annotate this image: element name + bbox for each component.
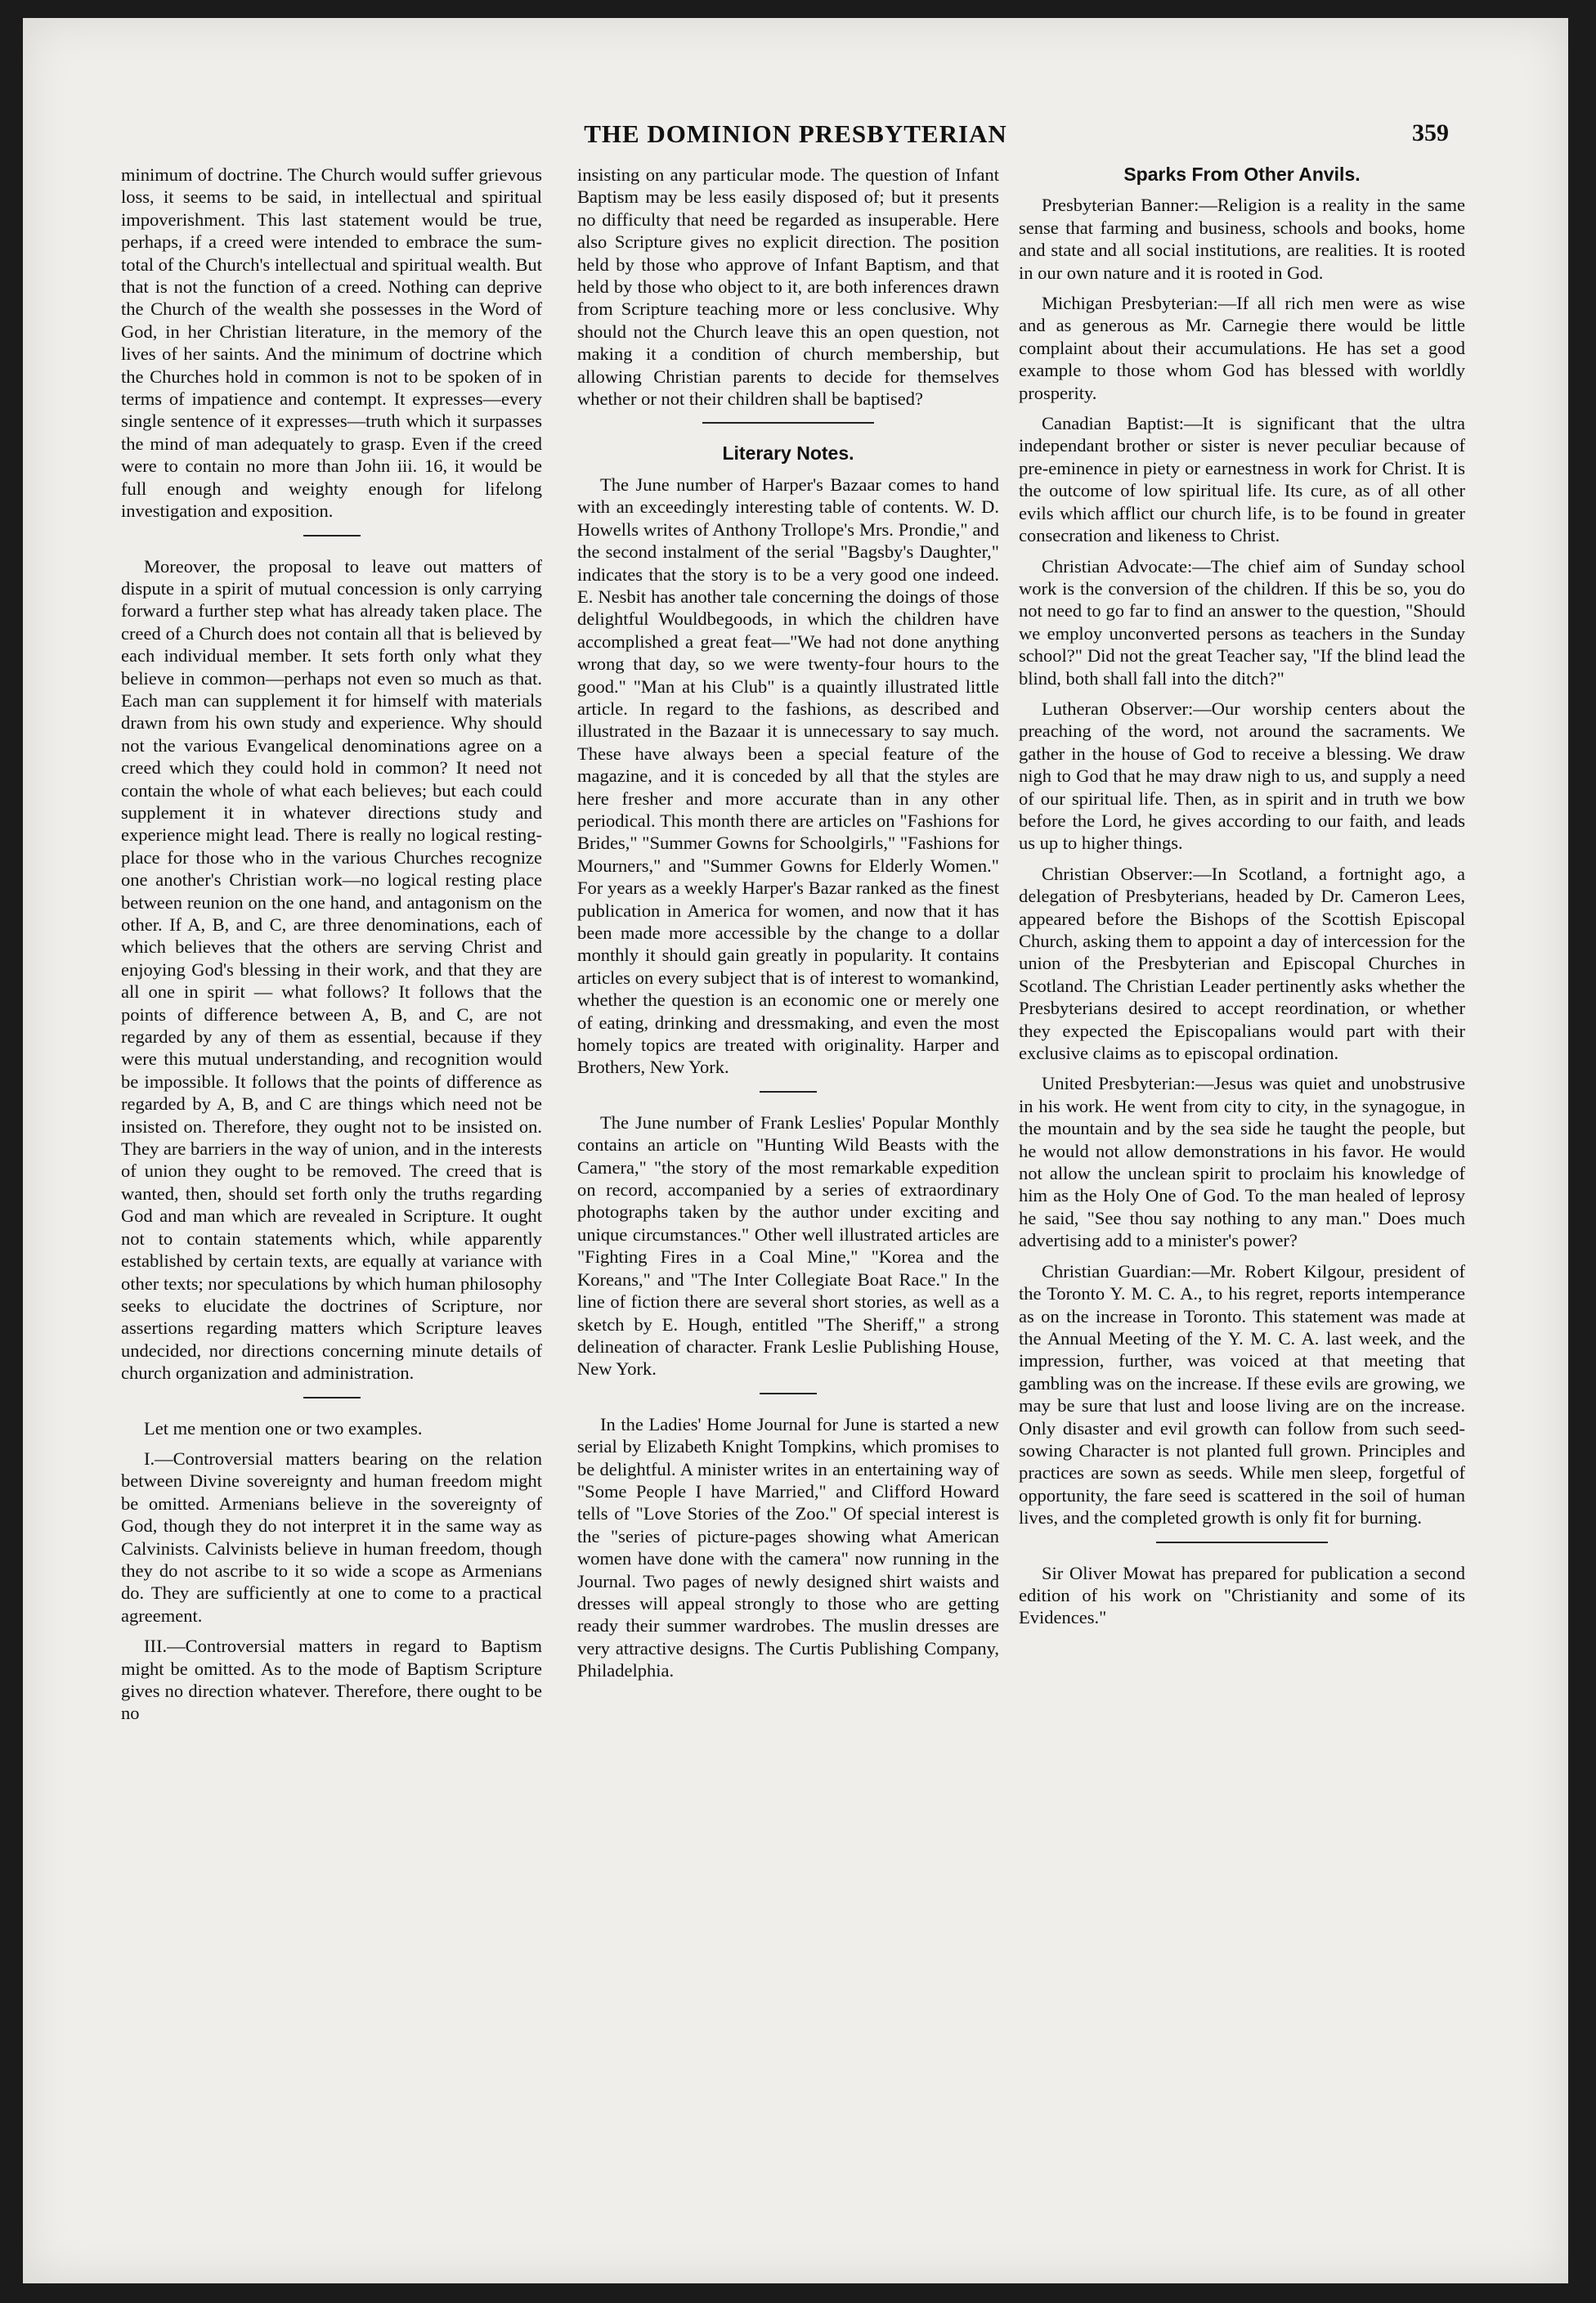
column-3: [1019, 164, 1465, 1629]
article-paragraph: Moreover, the proposal to leave out matters of dispute in a spirit of mutual concession is only carrying forward a further step what has already taken place. The creed of a Church does not contain all that is believed by each individual member. It sets forth only what they believe in common—perhaps not even so much as that. Each man can supplement it for himself with materials drawn from his own study and experience. Why should not the various Evangelical denominations agree on a creed which they could hold in common? It need not contain the whole of what each believes; but each could supplement it in whatever directions study and experience might lead. There is really no logical resting-place for those who in the various Churches recognize one another's Christian work—no logical resting place between reunion on the one hand, and antagonism on the other. If A, B, and C, are three denominations, each of which believes that the others are serving Christ and enjoying God's blessing in their work, and that they are all one in spirit — what follows? It follows that the points of difference between A, B, and C, are not regarded by any of them as essential, because if they were this mutual understanding, and recognition would be impossible. It follows that the points of difference as regarded by A, B, and C are things which need not be insisted on. Therefore, they ought not to be insisted on. They are barriers in the way of union, and in the interests of union they ought to be removed. The creed that is wanted, then, should set forth only the truths regarding God and man which are revealed in Scripture. It ought not to contain statements which, while apparently established by certain texts, are equally at variance with other texts; nor speculations by which human philosophy seeks to elucidate the doctrines of Scripture, nor assertions regarding matters which Scripture leaves undecided, nor directions concerning minute details of church organization and administration.: [121, 555, 542, 1384]
quote-paragraph: Canadian Baptist:—It is significant that the ultra independant brother or sister is never peculiar because of pre-eminence in piety or earnestness in work for Christ. It is the outcome of low spiritual life. Its cure, as of all other evils which afflict our church life, is to be found in greater consecration and likeness to Christ.: [1019, 413, 1465, 546]
article-paragraph: Let me mention one or two examples.: [144, 1417, 423, 1439]
section-divider: [1019, 1536, 1465, 1547]
quote-paragraph: Christian Advocate:—The chief aim of Sunday school work is the conversion of the children. If this be so, you do not need to go far to find an answer to the question, "Should we employ unconverted persons as teachers in the Sunday school?" Did not the great Teacher say, "If the blind lead the blind, both shall fall into the ditch?": [1019, 555, 1465, 689]
literary-notes-heading: Literary Notes.: [722, 442, 854, 465]
column-1: [121, 164, 542, 1725]
quote-paragraph: United Presbyterian:—Jesus was quiet and unobstrusive in his work. He went from city to city, in the synagogue, in the mountain and by the sea side he taught the people, but he would not allow demonstrations in his favor. He would not allow the unclean spirit to proclaim his knowledge of him as the Holy One of God. To the man healed of leprosy he said, "See thou say nothing to any man." Does much advertising add to a minister's power?: [1019, 1073, 1465, 1251]
article-paragraph: The June number of Frank Leslies' Popular Monthly contains an article on "Hunting Wild Beasts with the Camera," "the story of the most remarkable expedition on record, accompanied by a series of extraordinary photographs taken by the author under exciting and unique circumstances." Other well illustrated articles are "Fighting Fires in a Coal Mine," "Korea and the Koreans," and "The Inter Collegiate Boat Race." In the line of fiction there are several short stories, as well as a sketch by E. Hough, entitled "The Sheriff," a strong delineation of character. Frank Leslie Publishing House, New York.: [577, 1111, 999, 1380]
quote-paragraph: Christian Guardian:—Mr. Robert Kilgour, president of the Toronto Y. M. C. A., to his regret, reports intemperance as on the increase in Toronto. This statement was made at the Annual Meeting of the Y. M. C. A. last week, and the impression, further, was voiced at that meeting that gambling was on the increase. If these evils are growing, we may be sure that lust and loose living are on the increase. Only disaster and evil growth can follow from such seed-sowing Character is not planted full grown. Principles and practices are sown as seeds. While men sleep, forgetful of opportunity, the fare seed is scattered in the soil of human lives, and the completed growth is only fit for burning.: [1019, 1260, 1465, 1529]
section-divider: [577, 1085, 999, 1097]
quote-paragraph: Lutheran Observer:—Our worship centers about the preaching of the word, not around the sacraments. We gather in the house of God to receive a blessing. We draw nigh to God that he may draw nigh to us, and supply a need of our spiritual life. Then, as in spirit and in truth we bow before the Lord, he gives according to our faith, and leads us up to higher things.: [1019, 698, 1465, 854]
sparks-heading: Sparks From Other Anvils.: [1123, 164, 1361, 185]
article-paragraph: The June number of Harper's Bazaar comes to hand with an exceedingly interesting table of contents. W. D. Howells writes of Anthony Trollope's Mrs. Prondie," and the second instalment of the serial "Bagsby's Daughter," indicates that the story is to be a very good one indeed. E. Nesbit has another tale concerning the doings of those delightful Wouldbegoods, in which the children have accomplished a great feat—"We had not done anything wrong that day, so we were twenty-four hours to the good." "Man at his Club" is a quaintly illustrated little article. In regard to the fashions, as described and illustrated in the Bazaar it is unnecessary to say much. These have always been a special feature of the magazine, and it is conceded by all that the styles are here fresher and more accurate than in any other periodical. This month there are articles on "Fashions for Brides," "Summer Gowns for Schoolgirls," "Fashions for Mourners," and "Summer Gowns for Elderly Women." For years as a weekly Harper's Bazar ranked as the finest publication in America for women, and now that it has been made more accessible by the change to a dollar monthly it should gain greatly in popularity. It contains articles on every subject that is of interest to womankind, whether the question is an economic one or merely one of eating, drinking and dressmaking, and even the most homely topics are treated with originality. Harper and Brothers, New York.: [577, 474, 999, 1078]
article-paragraph: III.—Controversial matters in regard to Baptism might be omitted. As to the mode of Baptism Scripture gives no direction whatever. Therefore, there ought to be no: [121, 1636, 542, 1724]
quote-paragraph: Christian Observer:—In Scotland, a fortnight ago, a delegation of Presbyterians, headed by Dr. Cameron Lees, appeared before the Bishops of the Scottish Episcopal Church, asking them to appoint a day of intercession for the union of the Presbyterian and Episcopal Churches in Scotland. The Christian Leader pertinently asks whether the Presbyterians desired to accept reordination, or whether they expected the Episcopalians would part with their exclusive claims as to episcopal ordination.: [1019, 863, 1465, 1064]
article-paragraph: minimum of doctrine. The Church would suffer grievous loss, it seems to be said, in intellectual and spiritual impoverishment. This last statement would be true, perhaps, if a creed were intended to embrace the sum-total of the Church's intellectual and spiritual wealth. But that is not the function of a creed. Nothing can deprive the Church of the wealth she possesses in the Word of God, in her Christian literature, in the memory of the lives of her saints. And the minimum of doctrine which the Churches hold in common is not to be spoken of in terms of impatience and contempt. It expresses—every single sentence of it expresses—truth which it surpasses the mind of man adequately to grasp. Even if the creed were to contain no more than John iii. 16, it would be full enough and weighty enough for lifelong investigation and exposition.: [121, 164, 542, 522]
article-paragraph: In the Ladies' Home Journal for June is started a new serial by Elizabeth Knight Tompkins, which promises to be delightful. A minister writes in an entertaining way of "Some People I have Married," and Clifford Howard tells of "Love Stories of the Zoo." Of special interest is the "series of picture-pages showing what American women have done with the camera" now running in the Journal. Two pages of newly designed shirt waists and dresses will appeal strongly to those who are getting ready their summer wardrobes. The muslin dresses are very attractive designs. The Curtis Publishing Company, Philadelphia.: [577, 1413, 999, 1681]
article-paragraph: insisting on any particular mode. The question of Infant Baptism may be less easily disposed of; but it presents no difficulty that need be regarded as insuperable. Here also Scripture gives no explicit direction. The position held by those who approve of Infant Baptism, and that held by those who object to it, are both inferences drawn from Scripture teaching more or less conclusive. Why should not the Church leave this an open question, not making it a condition of church membership, but allowing Christian parents to decide for themselves whether or not their children shall be baptised?: [577, 164, 999, 410]
running-head: THE DOMINION PRESBYTERIAN: [584, 119, 1007, 148]
section-divider: [577, 416, 999, 428]
quote-paragraph: Michigan Presbyterian:—If all rich men were as wise and as generous as Mr. Carnegie there would be little complaint about their accumulations. He has set a good example to those whom God has blessed with worldly prosperity.: [1019, 293, 1465, 403]
section-divider: [121, 529, 542, 541]
page-number: 359: [1412, 119, 1449, 146]
section-divider: [121, 1391, 542, 1403]
page-header: [121, 114, 1470, 155]
column-2: [577, 164, 999, 1682]
article-paragraph: I.—Controversial matters bearing on the relation between Divine sovereignty and human freedom might be omitted. Armenians believe in the sovereignty of God, though they do not interpret it in the same way as Calvinists. Calvinists believe in human freedom, though they do not ascribe to it so wide a scope as Armenians do. They are sufficiently at one to come to a practical agreement.: [121, 1448, 542, 1626]
section-divider: [577, 1387, 999, 1398]
quote-paragraph: Presbyterian Banner:—Religion is a reality in the same sense that farming and business, schools and books, home and state and all social institutions, are realities. It is rooted in our own nature and it is rooted in God.: [1019, 195, 1465, 283]
article-paragraph: Sir Oliver Mowat has prepared for publication a second edition of his work on "Christianity and some of its Evidences.": [1019, 1562, 1465, 1628]
